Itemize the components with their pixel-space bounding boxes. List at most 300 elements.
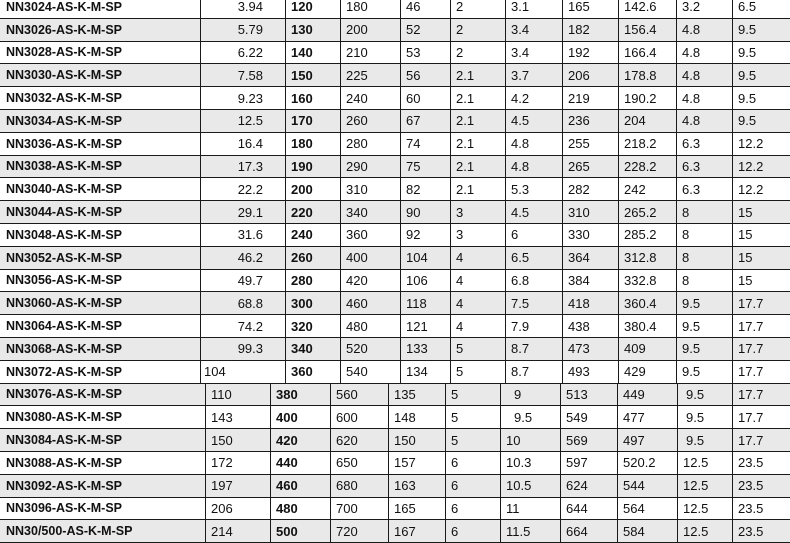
column-divider <box>450 0 451 384</box>
cell-designation: NN3064-AS-K-M-SP <box>6 319 122 334</box>
cell-r: 2 <box>456 44 464 60</box>
column-divider <box>285 0 286 384</box>
cell-s: 9.5 <box>686 432 705 448</box>
cell-mass: 6.22 <box>237 44 263 60</box>
table-row <box>0 384 790 407</box>
cell-designation: NN3072-AS-K-M-SP <box>6 364 122 379</box>
cell-E: 429 <box>624 364 646 380</box>
table-row <box>0 270 790 293</box>
cell-D: 480 <box>346 318 368 334</box>
cell-E: 409 <box>624 341 646 357</box>
table-row <box>0 247 790 270</box>
cell-mass: 74.2 <box>237 318 263 334</box>
cell-r: 5 <box>456 364 464 380</box>
cell-designation: NN3080-AS-K-M-SP <box>6 410 122 425</box>
cell-B: 52 <box>406 22 421 38</box>
cell-r: 2.1 <box>456 90 475 106</box>
cell-d: 150 <box>291 67 313 83</box>
cell-mass: 143 <box>211 409 233 425</box>
cell-E: 204 <box>624 113 646 129</box>
column-divider <box>200 0 201 384</box>
cell-da: 282 <box>568 181 590 197</box>
cell-t: 15 <box>738 227 753 243</box>
cell-mass: 22.2 <box>237 181 263 197</box>
cell-s: 12.5 <box>683 478 709 494</box>
cell-r: 6 <box>451 455 459 471</box>
cell-mass: 46.2 <box>237 250 263 266</box>
cell-r: 5 <box>451 409 459 425</box>
cell-d: 180 <box>291 136 313 152</box>
cell-da: 664 <box>566 523 588 539</box>
cell-mass: 5.79 <box>237 22 263 38</box>
cell-mass: 214 <box>211 523 233 539</box>
cell-a: 4.5 <box>511 113 530 129</box>
table-row <box>0 520 790 543</box>
cell-d: 480 <box>276 500 298 516</box>
column-divider <box>500 384 501 543</box>
cell-a: 8.7 <box>511 364 530 380</box>
table-row <box>0 224 790 247</box>
cell-r: 5 <box>456 341 464 357</box>
cell-D: 240 <box>346 90 368 106</box>
cell-D: 720 <box>336 523 358 539</box>
cell-da: 513 <box>566 386 588 402</box>
cell-da: 330 <box>568 227 590 243</box>
cell-t: 23.5 <box>738 478 764 494</box>
cell-da: 236 <box>568 113 590 129</box>
cell-t: 9.5 <box>738 44 757 60</box>
cell-E: 166.4 <box>624 44 657 60</box>
cell-designation: NN3076-AS-K-M-SP <box>6 387 122 402</box>
cell-a: 4.8 <box>511 136 530 152</box>
cell-B: 133 <box>406 341 428 357</box>
cell-r: 2.1 <box>456 67 475 83</box>
cell-D: 225 <box>346 67 368 83</box>
column-divider <box>677 384 678 543</box>
cell-d: 120 <box>291 0 313 15</box>
cell-a: 3.1 <box>511 0 530 15</box>
cell-s: 12.5 <box>683 500 709 516</box>
cell-E: 477 <box>623 409 645 425</box>
cell-r: 4 <box>456 318 464 334</box>
cell-a: 4.8 <box>511 158 530 174</box>
cell-E: 449 <box>623 386 645 402</box>
cell-s: 4.8 <box>682 90 701 106</box>
table-row <box>0 133 790 156</box>
cell-s: 8 <box>682 227 690 243</box>
cell-mass: 110 <box>211 386 232 402</box>
cell-E: 497 <box>623 432 645 448</box>
cell-designation: NN3048-AS-K-M-SP <box>6 227 122 242</box>
cell-D: 650 <box>336 455 358 471</box>
cell-t: 9.5 <box>738 22 757 38</box>
cell-B: 167 <box>394 523 416 539</box>
cell-E: 360.4 <box>624 295 657 311</box>
cell-B: 163 <box>394 478 416 494</box>
cell-a: 9.5 <box>514 409 533 425</box>
cell-B: 90 <box>406 204 421 220</box>
cell-s: 9.5 <box>682 341 701 357</box>
column-divider <box>560 384 561 543</box>
cell-E: 218.2 <box>624 136 657 152</box>
cell-d: 300 <box>291 295 313 311</box>
cell-B: 121 <box>406 318 428 334</box>
cell-E: 312.8 <box>624 250 657 266</box>
cell-designation: NN3040-AS-K-M-SP <box>6 182 122 197</box>
cell-B: 134 <box>406 364 428 380</box>
cell-t: 17.7 <box>738 341 764 357</box>
cell-B: 56 <box>406 67 421 83</box>
cell-da: 310 <box>568 204 590 220</box>
cell-t: 12.2 <box>738 181 764 197</box>
cell-d: 130 <box>291 22 313 38</box>
cell-s: 4.8 <box>682 113 701 129</box>
cell-B: 157 <box>394 455 416 471</box>
cell-B: 92 <box>406 227 421 243</box>
cell-r: 6 <box>451 500 459 516</box>
cell-r: 4 <box>456 250 464 266</box>
cell-designation: NN3044-AS-K-M-SP <box>6 205 122 220</box>
cell-E: 564 <box>623 500 645 516</box>
cell-t: 23.5 <box>738 455 764 471</box>
cell-da: 549 <box>566 409 588 425</box>
cell-a: 10 <box>506 432 521 448</box>
cell-d: 440 <box>276 455 298 471</box>
column-divider <box>205 384 206 543</box>
cell-D: 520 <box>346 341 368 357</box>
table-row <box>0 452 790 475</box>
cell-designation: NN3030-AS-K-M-SP <box>6 68 122 83</box>
cell-d: 400 <box>276 409 298 425</box>
cell-E: 544 <box>623 478 645 494</box>
cell-da: 192 <box>568 44 590 60</box>
table-row <box>0 87 790 110</box>
cell-E: 520.2 <box>623 455 656 471</box>
column-divider <box>400 0 401 384</box>
table-row <box>0 42 790 65</box>
cell-E: 332.8 <box>624 272 657 288</box>
cell-E: 142.6 <box>624 0 657 15</box>
cell-s: 9.5 <box>682 364 701 380</box>
cell-s: 9.5 <box>686 386 705 402</box>
cell-t: 12.2 <box>738 136 764 152</box>
cell-D: 260 <box>346 113 368 129</box>
column-divider <box>388 384 389 543</box>
cell-a: 8.7 <box>511 341 530 357</box>
cell-t: 17.7 <box>738 295 764 311</box>
cell-d: 170 <box>291 113 313 129</box>
cell-a: 9 <box>514 386 522 402</box>
table-row <box>0 110 790 133</box>
cell-da: 255 <box>568 136 590 152</box>
cell-d: 240 <box>291 227 313 243</box>
cell-D: 620 <box>336 432 358 448</box>
cell-r: 5 <box>451 432 459 448</box>
column-divider <box>562 0 563 384</box>
cell-d: 420 <box>276 432 298 448</box>
cell-s: 9.5 <box>686 409 705 425</box>
cell-B: 165 <box>394 500 416 516</box>
cell-r: 2.1 <box>456 158 475 174</box>
cell-t: 6.5 <box>738 0 757 15</box>
cell-r: 6 <box>451 523 459 539</box>
cell-a: 6 <box>511 227 519 243</box>
cell-t: 9.5 <box>738 113 757 129</box>
cell-E: 178.8 <box>624 67 657 83</box>
cell-B: 135 <box>394 386 416 402</box>
cell-designation: NN3096-AS-K-M-SP <box>6 501 122 516</box>
cell-da: 265 <box>568 158 590 174</box>
cell-s: 8 <box>682 272 690 288</box>
cell-D: 200 <box>346 22 368 38</box>
cell-r: 4 <box>456 295 464 311</box>
cell-E: 228.2 <box>624 158 657 174</box>
cell-mass: 172 <box>211 455 233 471</box>
cell-t: 17.7 <box>738 318 764 334</box>
cell-t: 15 <box>738 272 753 288</box>
cell-s: 4.8 <box>682 22 701 38</box>
cell-r: 2.1 <box>456 181 475 197</box>
cell-d: 280 <box>291 272 313 288</box>
cell-designation: NN3060-AS-K-M-SP <box>6 296 122 311</box>
cell-designation: NN3028-AS-K-M-SP <box>6 45 122 60</box>
cell-a: 3.4 <box>511 44 530 60</box>
column-divider <box>732 384 733 543</box>
cell-t: 9.5 <box>738 90 757 106</box>
cell-r: 2 <box>456 0 464 15</box>
cell-mass: 7.58 <box>237 67 263 83</box>
cell-d: 220 <box>291 204 313 220</box>
cell-s: 6.3 <box>682 136 701 152</box>
column-divider <box>505 0 506 384</box>
cell-s: 4.8 <box>682 67 701 83</box>
cell-D: 540 <box>346 364 368 380</box>
cell-s: 3.2 <box>682 0 701 15</box>
cell-B: 60 <box>406 90 421 106</box>
column-divider <box>732 0 733 384</box>
cell-designation: NN3024-AS-K-M-SP <box>6 0 122 14</box>
cell-mass: 68.8 <box>237 295 263 311</box>
cell-da: 219 <box>568 90 590 106</box>
cell-d: 460 <box>276 478 298 494</box>
cell-r: 4 <box>456 272 464 288</box>
cell-B: 82 <box>406 181 421 197</box>
cell-D: 680 <box>336 478 358 494</box>
cell-a: 5.3 <box>511 181 530 197</box>
cell-D: 290 <box>346 158 368 174</box>
cell-E: 380.4 <box>624 318 657 334</box>
cell-da: 473 <box>568 341 590 357</box>
cell-da: 165 <box>568 0 590 15</box>
cell-r: 3 <box>456 204 464 220</box>
cell-E: 265.2 <box>624 204 657 220</box>
cell-d: 200 <box>291 181 313 197</box>
cell-da: 418 <box>568 295 590 311</box>
cell-a: 10.3 <box>506 455 532 471</box>
cell-t: 15 <box>738 204 753 220</box>
cell-designation: NN3056-AS-K-M-SP <box>6 273 122 288</box>
cell-t: 17.7 <box>738 386 764 402</box>
cell-designation: NN3026-AS-K-M-SP <box>6 22 122 37</box>
table-row <box>0 201 790 224</box>
cell-s: 8 <box>682 204 690 220</box>
cell-t: 9.5 <box>738 67 757 83</box>
cell-D: 210 <box>346 44 368 60</box>
cell-mass: 17.3 <box>237 158 263 174</box>
cell-B: 104 <box>406 250 428 266</box>
cell-mass: 104 <box>204 364 226 380</box>
cell-designation: NN30/500-AS-K-M-SP <box>6 524 133 539</box>
cell-a: 11.5 <box>506 523 531 539</box>
table-row <box>0 315 790 338</box>
cell-designation: NN3036-AS-K-M-SP <box>6 136 122 151</box>
cell-da: 206 <box>568 67 590 83</box>
column-divider <box>330 384 331 543</box>
cell-mass: 150 <box>211 432 233 448</box>
cell-a: 4.2 <box>511 90 530 106</box>
table-row <box>0 292 790 315</box>
cell-r: 2 <box>456 22 464 38</box>
cell-D: 420 <box>346 272 368 288</box>
cell-D: 360 <box>346 227 368 243</box>
cell-mass: 3.94 <box>237 0 263 15</box>
cell-D: 310 <box>346 181 368 197</box>
cell-a: 7.9 <box>511 318 530 334</box>
cell-D: 700 <box>336 500 358 516</box>
cell-t: 17.7 <box>738 364 764 380</box>
cell-a: 6.8 <box>511 272 530 288</box>
cell-E: 285.2 <box>624 227 657 243</box>
cell-d: 260 <box>291 250 313 266</box>
cell-B: 67 <box>406 113 421 129</box>
cell-B: 46 <box>406 0 421 15</box>
cell-designation: NN3038-AS-K-M-SP <box>6 159 122 174</box>
cell-s: 12.5 <box>683 455 709 471</box>
column-divider <box>270 384 271 543</box>
cell-s: 6.3 <box>682 181 701 197</box>
column-divider <box>676 0 677 384</box>
cell-d: 380 <box>276 386 298 402</box>
cell-designation: NN3088-AS-K-M-SP <box>6 455 122 470</box>
cell-d: 360 <box>291 364 313 380</box>
column-divider <box>618 0 619 384</box>
column-divider <box>617 384 618 543</box>
cell-B: 53 <box>406 44 421 60</box>
cell-designation: NN3068-AS-K-M-SP <box>6 341 122 356</box>
cell-mass: 9.23 <box>237 90 263 106</box>
cell-da: 438 <box>568 318 590 334</box>
cell-D: 400 <box>346 250 368 266</box>
cell-D: 460 <box>346 295 368 311</box>
cell-t: 23.5 <box>738 500 764 516</box>
cell-d: 500 <box>276 523 298 539</box>
cell-B: 118 <box>406 295 427 311</box>
cell-E: 242 <box>624 181 646 197</box>
table-row <box>0 19 790 42</box>
cell-D: 180 <box>346 0 368 15</box>
cell-B: 148 <box>394 409 416 425</box>
cell-E: 156.4 <box>624 22 657 38</box>
cell-r: 3 <box>456 227 464 243</box>
cell-s: 4.8 <box>682 44 701 60</box>
cell-mass: 29.1 <box>237 204 263 220</box>
table-row <box>0 475 790 498</box>
cell-t: 17.7 <box>738 409 764 425</box>
cell-mass: 49.7 <box>237 272 263 288</box>
cell-da: 493 <box>568 364 590 380</box>
cell-B: 106 <box>406 272 428 288</box>
cell-d: 340 <box>291 341 313 357</box>
cell-mass: 12.5 <box>237 113 263 129</box>
table-row <box>0 0 790 19</box>
cell-a: 3.4 <box>511 22 530 38</box>
cell-t: 23.5 <box>738 523 764 539</box>
cell-s: 9.5 <box>682 318 701 334</box>
cell-D: 560 <box>336 386 358 402</box>
cell-D: 340 <box>346 204 368 220</box>
table-row <box>0 178 790 201</box>
cell-mass: 206 <box>211 500 233 516</box>
cell-a: 7.5 <box>511 295 530 311</box>
table-row <box>0 156 790 179</box>
column-divider <box>340 0 341 384</box>
table-row <box>0 338 790 361</box>
cell-B: 150 <box>394 432 416 448</box>
cell-t: 12.2 <box>738 158 764 174</box>
cell-designation: NN3092-AS-K-M-SP <box>6 478 122 493</box>
table-row <box>0 429 790 452</box>
cell-E: 190.2 <box>624 90 657 106</box>
cell-r: 2.1 <box>456 136 475 152</box>
cell-a: 10.5 <box>506 478 532 494</box>
cell-s: 12.5 <box>683 523 709 539</box>
cell-designation: NN3032-AS-K-M-SP <box>6 91 122 106</box>
cell-designation: NN3052-AS-K-M-SP <box>6 250 122 265</box>
cell-E: 584 <box>623 523 645 539</box>
cell-da: 182 <box>568 22 590 38</box>
cell-B: 74 <box>406 136 421 152</box>
cell-d: 140 <box>291 44 313 60</box>
cell-d: 190 <box>291 158 313 174</box>
cell-mass: 197 <box>211 478 233 494</box>
table-row <box>0 64 790 87</box>
table-row <box>0 498 790 521</box>
cell-da: 364 <box>568 250 590 266</box>
cell-a: 3.7 <box>511 67 530 83</box>
cell-da: 569 <box>566 432 588 448</box>
column-divider <box>445 384 446 543</box>
cell-designation: NN3084-AS-K-M-SP <box>6 433 122 448</box>
cell-mass: 31.6 <box>237 227 263 243</box>
cell-da: 597 <box>566 455 588 471</box>
cell-t: 17.7 <box>738 432 764 448</box>
cell-da: 624 <box>566 478 588 494</box>
cell-r: 5 <box>451 386 459 402</box>
cell-t: 15 <box>738 250 753 266</box>
cell-r: 6 <box>451 478 459 494</box>
cell-da: 644 <box>566 500 588 516</box>
cell-mass: 99.3 <box>237 341 263 357</box>
cell-B: 75 <box>406 158 421 174</box>
cell-D: 280 <box>346 136 368 152</box>
table-row <box>0 361 790 384</box>
cell-mass: 16.4 <box>237 136 263 152</box>
cell-a: 6.5 <box>511 250 530 266</box>
table-row <box>0 406 790 429</box>
cell-r: 2.1 <box>456 113 475 129</box>
cell-d: 320 <box>291 318 313 334</box>
cell-designation: NN3034-AS-K-M-SP <box>6 113 122 128</box>
